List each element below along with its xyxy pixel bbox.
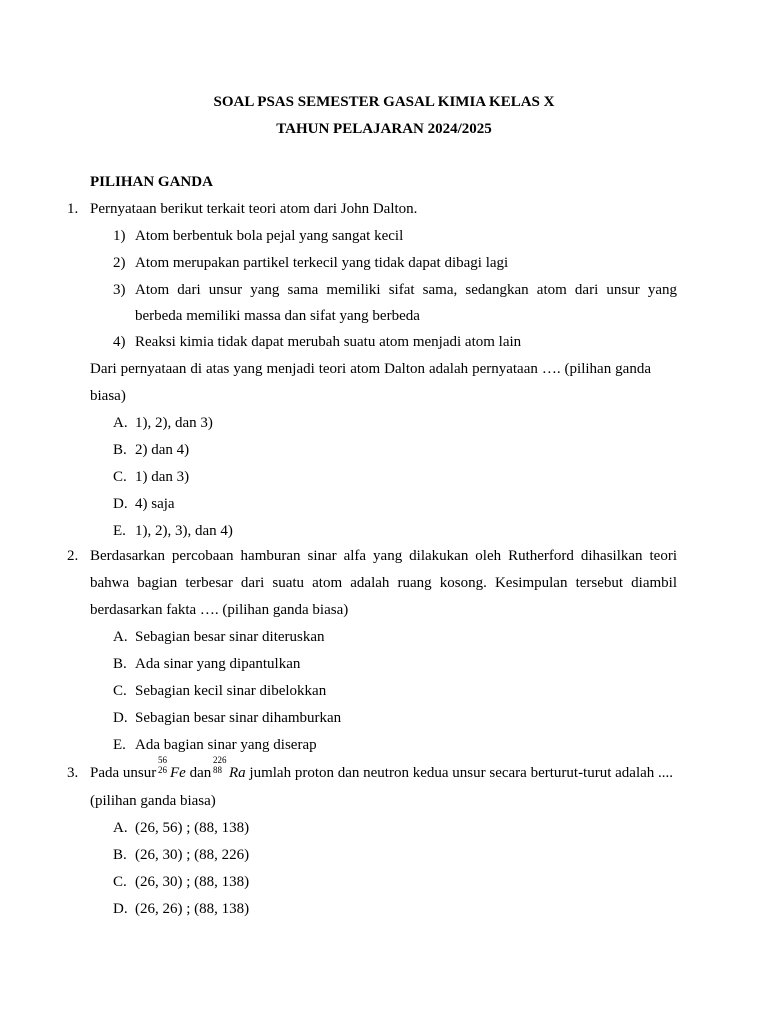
question-stem: Pernyataan berikut terkait teori atom dari John Dalton. xyxy=(90,201,418,217)
stem-prefix: Pada unsur xyxy=(90,765,157,781)
option-letter: D. xyxy=(113,710,128,726)
statement-number: 2) xyxy=(113,255,126,271)
question-number: 1. xyxy=(67,201,79,217)
statement-number: 4) xyxy=(113,334,126,350)
iron-isotope-notation xyxy=(158,755,186,782)
question-prompt: Dari pernyataan di atas yang menjadi teori atom Dalton adalah pernyataan …. (pilihan ganda xyxy=(90,361,651,377)
option-text: 1) dan 3) xyxy=(135,469,190,485)
option-letter: C. xyxy=(113,683,127,699)
option-letter: A. xyxy=(113,415,128,431)
question-stem: Berdasarkan percobaan hamburan sinar alfa yang dilakukan oleh Rutherford dihasilkan teori xyxy=(90,548,677,564)
option-letter: E. xyxy=(113,523,126,539)
option-letter: A. xyxy=(113,820,128,836)
option-letter: B. xyxy=(113,656,127,672)
option-text: (26, 30) ; (88, 226) xyxy=(135,847,250,863)
option-text: Ada bagian sinar yang diserap xyxy=(135,737,317,753)
question-number: 3. xyxy=(67,765,79,781)
option-letter: E. xyxy=(113,737,126,753)
statement-text: Atom dari unsur yang sama memiliki sifat sama, sedangkan atom dari unsur yang xyxy=(135,282,677,298)
option-text: (26, 26) ; (88, 138) xyxy=(135,901,250,917)
question-stem xyxy=(90,755,674,782)
radium-mass-number: 226 xyxy=(213,755,227,765)
option-text: 1), 2), 3), dan 4) xyxy=(135,523,233,539)
option-text: 4) saja xyxy=(135,496,175,512)
radium-symbol: Ra xyxy=(229,765,246,781)
statement-number: 1) xyxy=(113,228,126,244)
iron-symbol: Fe xyxy=(170,765,186,781)
question-number: 2. xyxy=(67,548,79,564)
option-text: Sebagian besar sinar dihamburkan xyxy=(135,710,342,726)
exam-title: SOAL PSAS SEMESTER GASAL KIMIA KELAS X xyxy=(213,94,555,110)
radium-atomic-number: 88 xyxy=(213,765,222,775)
option-text: Sebagian besar sinar diteruskan xyxy=(135,629,325,645)
stem-mid: dan xyxy=(189,765,212,781)
statement-text: Atom merupakan partikel terkecil yang tidak dapat dibagi lagi xyxy=(135,255,509,271)
option-letter: C. xyxy=(113,469,127,485)
question-stem-continued: berdasarkan fakta …. (pilihan ganda biasa) xyxy=(90,602,349,618)
option-text: Ada sinar yang dipantulkan xyxy=(135,656,301,672)
question-stem-continued: (pilihan ganda biasa) xyxy=(90,793,216,809)
option-text: Sebagian kecil sinar dibelokkan xyxy=(135,683,327,699)
statement-number: 3) xyxy=(113,282,126,298)
iron-mass-number: 56 xyxy=(158,755,167,765)
option-text: 2) dan 4) xyxy=(135,442,190,458)
exam-year: TAHUN PELAJARAN 2024/2025 xyxy=(276,121,492,137)
statement-text: Reaksi kimia tidak dapat merubah suatu atom menjadi atom lain xyxy=(135,334,522,350)
option-letter: D. xyxy=(113,496,128,512)
statement-text: Atom berbentuk bola pejal yang sangat kecil xyxy=(135,228,404,244)
iron-atomic-number: 26 xyxy=(158,765,167,775)
option-letter: D. xyxy=(113,901,128,917)
option-letter: C. xyxy=(113,874,127,890)
question-prompt-continued: biasa) xyxy=(90,388,126,404)
radium-isotope-notation xyxy=(213,755,246,782)
stem-suffix: jumlah proton dan neutron kedua unsur secara berturut-turut adalah .... xyxy=(249,765,674,781)
option-letter: B. xyxy=(113,847,127,863)
option-letter: B. xyxy=(113,442,127,458)
option-text: 1), 2), dan 3) xyxy=(135,415,213,431)
option-text: (26, 30) ; (88, 138) xyxy=(135,874,250,890)
question-stem-continued: bahwa bagian terbesar dari suatu atom adalah ruang kosong. Kesimpulan tersebut diambil xyxy=(90,575,677,591)
option-letter: A. xyxy=(113,629,128,645)
section-heading: PILIHAN GANDA xyxy=(90,174,213,190)
statement-text-continued: berbeda memiliki massa dan sifat yang berbeda xyxy=(135,308,420,324)
option-text: (26, 56) ; (88, 138) xyxy=(135,820,250,836)
